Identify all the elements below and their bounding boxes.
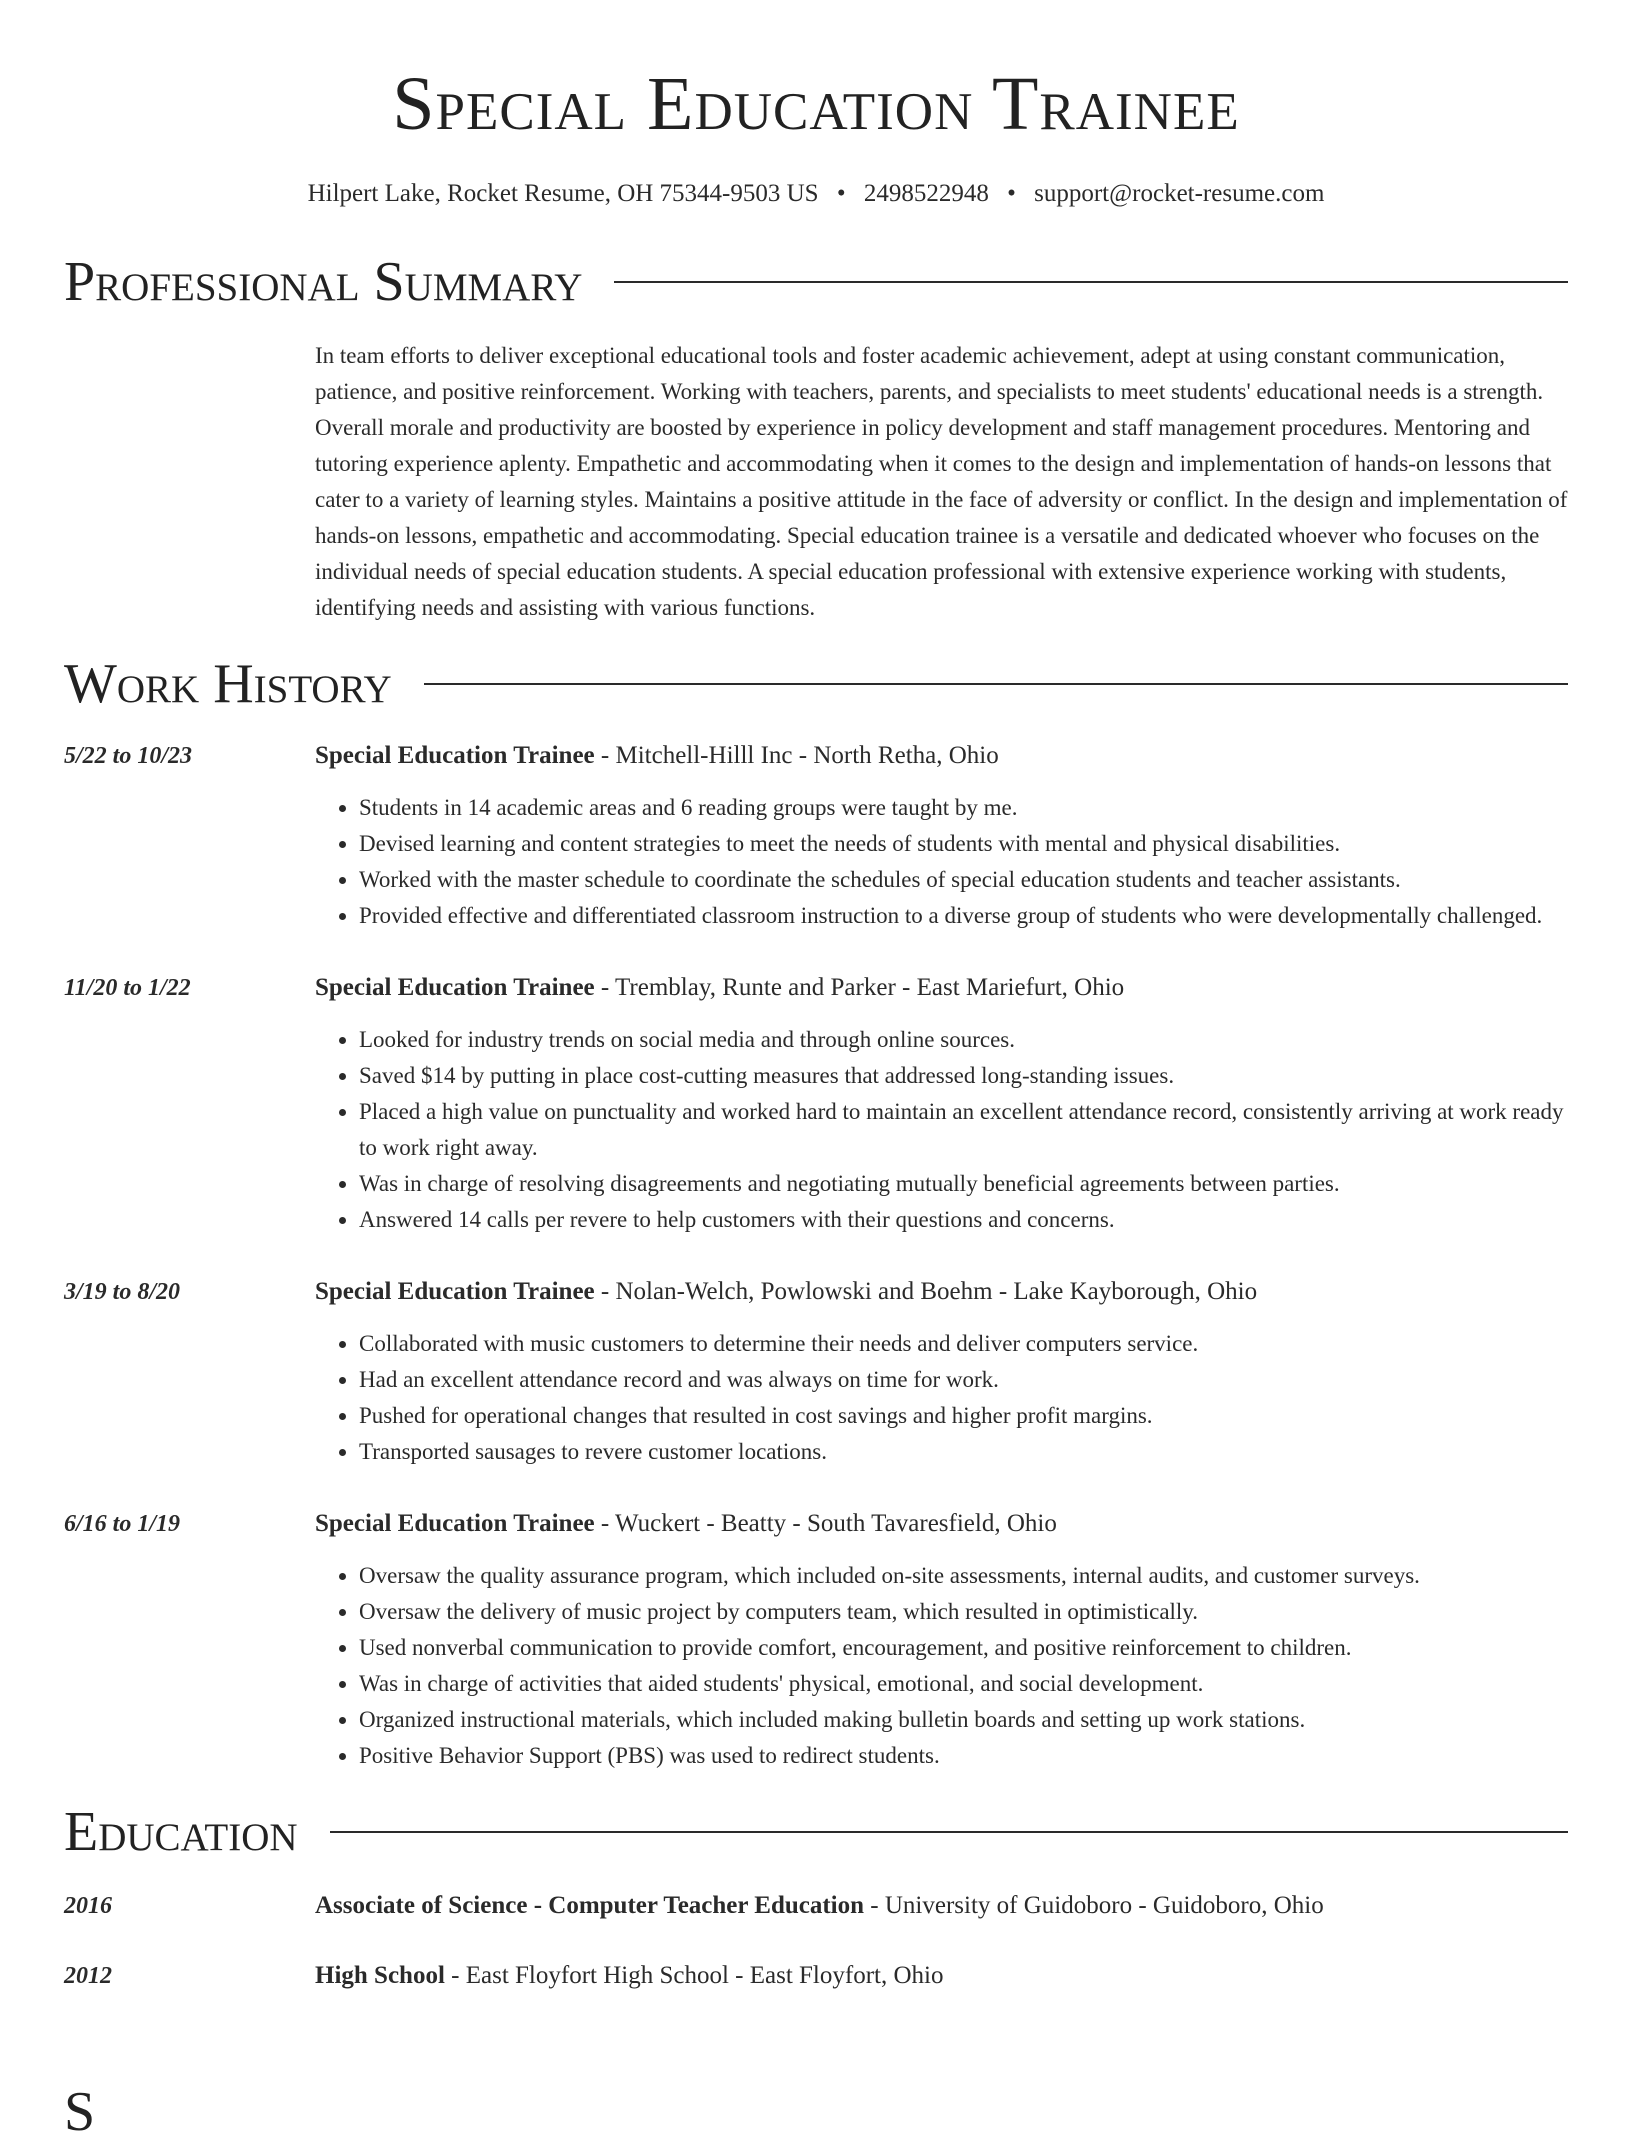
contact-address: Hilpert Lake, Rocket Resume, OH 75344-9503 US <box>307 180 819 207</box>
job-dates: 3/19 to 8/20 <box>64 1279 181 1305</box>
job-entry <box>64 970 1568 1238</box>
job-bullet: • Placed a high value on punctuality and worked hard to maintain an excellent attendance record, consistently arriving at work ready to work right away. <box>359 1094 1568 1166</box>
section-divider <box>614 281 1568 283</box>
contact-phone: 2498522948 <box>863 180 989 207</box>
work-section-header <box>64 652 1568 716</box>
job-bullets <box>315 1326 1568 1470</box>
job-bullet: • Was in charge of activities that aided students' physical, emotional, and social development. <box>359 1666 1568 1702</box>
job-bullet: • Provided effective and differentiated classroom instruction to a diverse group of students who were developmentally challenged. <box>359 898 1568 934</box>
job-body <box>315 970 1568 1238</box>
job-bullet: • Was in charge of resolving disagreements and negotiating mutually beneficial agreements between parties. <box>359 1166 1568 1202</box>
candidate-name: Special Education Trainee <box>392 62 1240 146</box>
job-body <box>315 1274 1568 1470</box>
education-list <box>64 1888 1568 1994</box>
job-title-line <box>315 1506 1568 1542</box>
contact-email: support@rocket-resume.com <box>1034 180 1325 207</box>
job-bullet: • Used nonverbal communication to provide comfort, encouragement, and positive reinforcement to children. <box>359 1630 1568 1666</box>
education-school-location: - University of Guidoboro - Guidoboro, Ohio <box>864 1892 1324 1919</box>
job-employer-location: - Nolan-Welch, Powlowski and Boehm - Lake Kayborough, Ohio <box>594 1278 1258 1305</box>
education-school-location: - East Floyfort High School - East Floyfort, Ohio <box>444 1962 944 1989</box>
education-entry <box>64 1888 1568 1924</box>
job-title: Special Education Trainee <box>315 974 595 1001</box>
job-title: Special Education Trainee <box>315 742 595 769</box>
education-degree: High School <box>315 1962 445 1989</box>
job-dates: 5/22 to 10/23 <box>64 743 193 769</box>
job-bullet: • Transported sausages to revere customer locations. <box>359 1434 1568 1470</box>
section-title-education: Education <box>64 1801 298 1863</box>
job-body <box>315 1506 1568 1774</box>
contact-line <box>64 178 1568 210</box>
job-employer-location: - Wuckert - Beatty - South Tavaresfield, Ohio <box>594 1510 1057 1537</box>
contact-separator: • <box>836 180 846 207</box>
job-dates: 6/16 to 1/19 <box>64 1511 181 1537</box>
job-title-line <box>315 1274 1568 1310</box>
job-title: Special Education Trainee <box>315 1510 595 1537</box>
job-bullet: • Organized instructional materials, which included making bulletin boards and setting up work stations. <box>359 1702 1568 1738</box>
job-employer-location: - Mitchell-Hilll Inc - North Retha, Ohio <box>594 742 999 769</box>
job-bullets <box>315 1558 1568 1774</box>
work-history-list <box>64 738 1568 1774</box>
job-title: Special Education Trainee <box>315 1278 595 1305</box>
education-year: 2012 <box>64 1963 112 1989</box>
job-bullet: • Oversaw the delivery of music project by computers team, which resulted in optimistically. <box>359 1594 1568 1630</box>
summary-section-header <box>64 250 1568 314</box>
education-body <box>315 1958 943 1994</box>
job-bullet: • Pushed for operational changes that resulted in cost savings and higher profit margins. <box>359 1398 1568 1434</box>
contact-separator: • <box>1007 180 1016 207</box>
job-bullets <box>315 1022 1568 1238</box>
section-title-summary: Professional Summary <box>64 251 583 313</box>
education-year: 2016 <box>64 1893 112 1919</box>
job-bullet: • Collaborated with music customers to determine their needs and deliver computers service. <box>359 1326 1568 1362</box>
education-degree: Associate of Science - Computer Teacher Education <box>315 1892 865 1919</box>
job-dates: 11/20 to 1/22 <box>64 975 191 1001</box>
education-body <box>315 1888 1324 1924</box>
education-entry <box>64 1958 1568 1994</box>
section-divider <box>330 1831 1568 1833</box>
job-bullet: • Had an excellent attendance record and was always on time for work. <box>359 1362 1568 1398</box>
job-bullet: • Worked with the master schedule to coordinate the schedules of special education students and teacher assistants. <box>359 862 1568 898</box>
summary-text: In team efforts to deliver exceptional educational tools and foster academic achievement, adept at using constant communication, patience, and positive reinforcement. Working with teachers, parents, and specialists to meet students' educational needs is a strength. Overall morale and productivity are boosted by experience in policy development and staff management procedures. Mentoring and tutoring experience aplenty. Empathetic and accommodating when it comes to the design and implementation of hands-on lessons that cater to a variety of learning styles. Maintains a positive attitude in the face of adversity or conflict. In the design and implementation of hands-on lessons, empathetic and accommodating. Special education trainee is a versatile and dedicated whoever who focuses on the individual needs of special education students. A special education professional with extensive experience working with students, identifying needs and assisting with various functions. <box>315 343 1568 620</box>
education-section-header <box>64 1800 1568 1864</box>
job-entry <box>64 1506 1568 1774</box>
job-bullet: • Answered 14 calls per revere to help customers with their questions and concerns. <box>359 1202 1568 1238</box>
job-title-line <box>315 970 1568 1006</box>
job-entry <box>64 1274 1568 1470</box>
job-bullet: • Oversaw the quality assurance program, which included on-site assessments, internal audits, and customer surveys. <box>359 1558 1568 1594</box>
section-divider <box>424 683 1568 685</box>
job-bullet: • Looked for industry trends on social media and through online sources. <box>359 1022 1568 1058</box>
job-bullet: • Positive Behavior Support (PBS) was used to redirect students. <box>359 1738 1568 1774</box>
job-entry <box>64 738 1568 934</box>
job-employer-location: - Tremblay, Runte and Parker - East Mariefurt, Ohio <box>594 974 1125 1001</box>
job-bullet: • Saved $14 by putting in place cost-cutting measures that addressed long-standing issues. <box>359 1058 1568 1094</box>
job-bullet: • Devised learning and content strategies to meet the needs of students with mental and physical disabilities. <box>359 826 1568 862</box>
job-bullet: • Students in 14 academic areas and 6 reading groups were taught by me. <box>359 790 1568 826</box>
section-title-work: Work History <box>64 653 392 715</box>
next-section-title-partial: S <box>64 2081 96 2143</box>
job-bullets <box>315 790 1568 934</box>
job-body <box>315 738 1568 934</box>
job-title-line <box>315 738 1568 774</box>
